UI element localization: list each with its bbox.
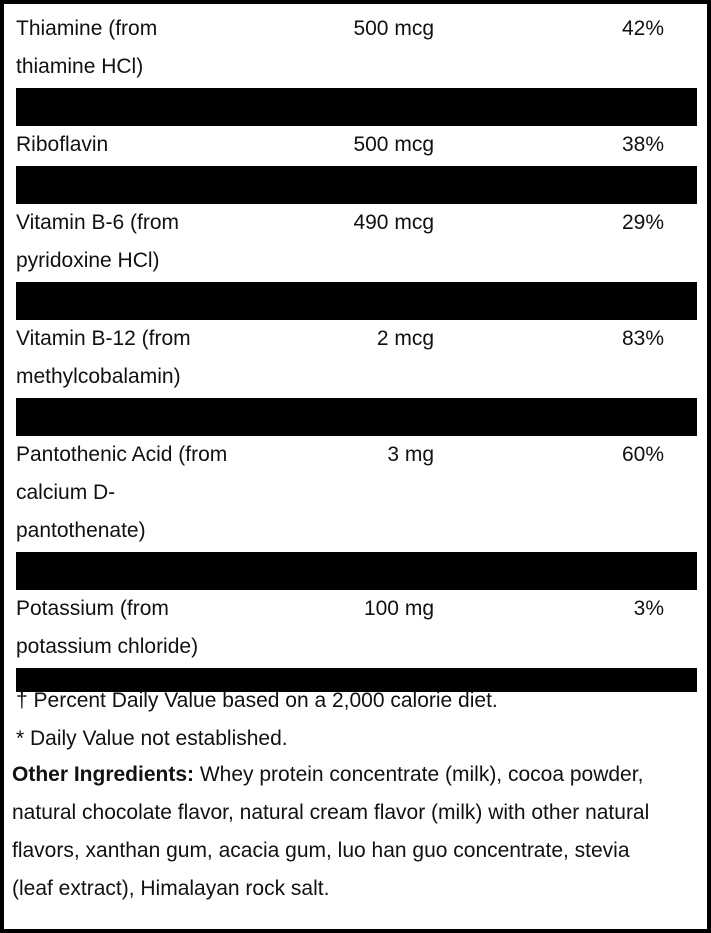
row-divider — [16, 282, 697, 320]
nutrient-name-line: pantothenate) — [16, 519, 146, 542]
row-divider — [16, 88, 697, 126]
nutrient-name — [16, 204, 266, 280]
ingredients-label: Other Ingredients: — [12, 763, 195, 786]
footnotes — [16, 682, 697, 758]
nutrient-amount: 100 mg — [363, 597, 434, 620]
nutrient-name — [16, 436, 266, 550]
row-divider — [16, 166, 697, 204]
nutrient-name — [16, 320, 266, 396]
nutrient-daily-value: 3% — [633, 597, 664, 620]
nutrient-daily-value: 38% — [621, 133, 664, 156]
ingredients-line: (leaf extract), Himalayan rock salt. — [12, 877, 330, 900]
nutrient-amount: 3 mg — [387, 443, 434, 466]
ingredients-text: Whey protein concentrate (milk), cocoa powder, — [194, 763, 644, 786]
nutrient-daily-value: 83% — [621, 327, 664, 350]
nutrient-row-thiamine — [16, 10, 697, 88]
nutrient-name-line: Riboflavin — [16, 133, 109, 156]
nutrient-amount: 500 mcg — [353, 133, 434, 156]
nutrient-amount: 2 mcg — [376, 327, 434, 350]
nutrient-name-line: Vitamin B-6 (from — [16, 211, 179, 234]
nutrient-name-line: potassium chloride) — [16, 635, 199, 658]
nutrient-daily-value: 60% — [621, 443, 664, 466]
nutrient-daily-value: 29% — [621, 211, 664, 234]
nutrient-name-line: Potassium (from — [16, 597, 169, 620]
nutrient-name — [16, 126, 266, 164]
nutrient-name — [16, 590, 266, 666]
nutrient-daily-value: 42% — [621, 17, 664, 40]
other-ingredients — [12, 756, 702, 908]
nutrient-table — [16, 10, 697, 692]
row-divider — [16, 398, 697, 436]
nutrient-row-pantothenic-acid — [16, 436, 697, 552]
nutrient-row-vitamin-b6 — [16, 204, 697, 282]
nutrient-row-vitamin-b12 — [16, 320, 697, 398]
row-divider — [16, 552, 697, 590]
nutrient-name-line: calcium D- — [16, 481, 116, 504]
nutrient-name-line: pyridoxine HCl) — [16, 249, 160, 272]
nutrient-name-line: Pantothenic Acid (from — [16, 443, 228, 466]
nutrient-amount: 490 mcg — [353, 211, 434, 234]
nutrient-name-line: thiamine HCl) — [16, 55, 144, 78]
nutrient-name-line: Thiamine (from — [16, 17, 158, 40]
nutrient-name-line: methylcobalamin) — [16, 365, 181, 388]
nutrient-amount: 500 mcg — [353, 17, 434, 40]
ingredients-line: natural chocolate flavor, natural cream flavor (milk) with other natural — [12, 801, 650, 824]
nutrient-name — [16, 10, 266, 86]
footnote-not-established: * Daily Value not established. — [16, 727, 288, 750]
ingredients-line: flavors, xanthan gum, acacia gum, luo han guo concentrate, stevia — [12, 839, 630, 862]
nutrient-name-line: Vitamin B-12 (from — [16, 327, 191, 350]
nutrient-row-potassium — [16, 590, 697, 668]
nutrient-row-riboflavin — [16, 126, 697, 166]
ingredients-line — [12, 756, 702, 794]
footnote-percent-dv: † Percent Daily Value based on a 2,000 calorie diet. — [16, 689, 498, 712]
